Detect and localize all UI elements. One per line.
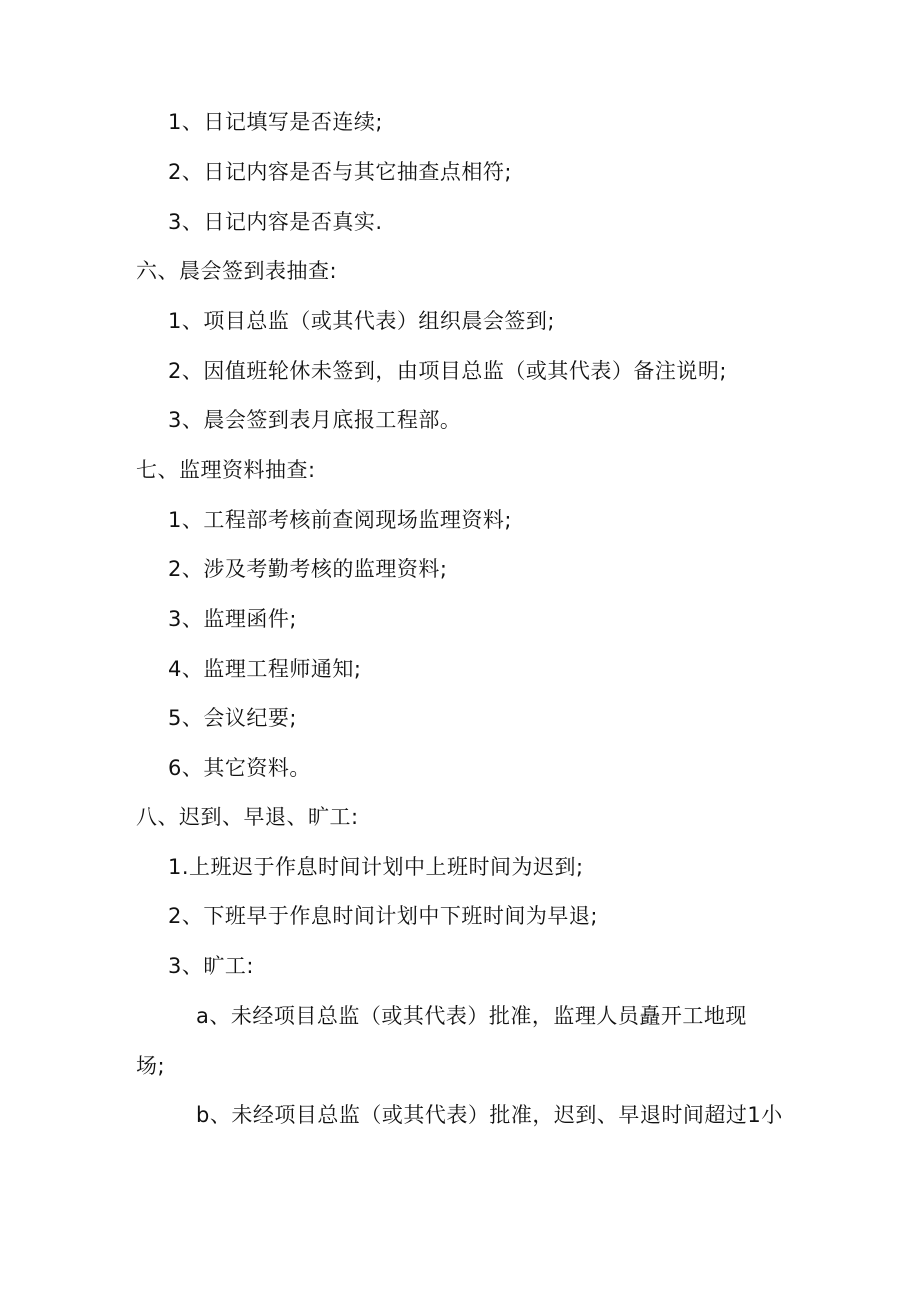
item-records-letters: 3、监理函件; — [168, 607, 297, 631]
section-heading-eight: 八、迟到、早退、旷工: — [136, 805, 359, 829]
item-absence: 3、旷工: — [168, 954, 254, 978]
item-morning-signin-organize: 1、项目总监（或其代表）组织晨会签到; — [168, 309, 555, 333]
section-heading-seven: 七、监理资料抽查: — [136, 458, 316, 482]
item-early-leave: 2、下班早于作息时间计划中下班时间为早退; — [168, 904, 598, 928]
item-late-arrival: 1.上班迟于作息时间计划中上班时间为迟到; — [168, 855, 584, 879]
item-records-other: 6、其它资料。 — [168, 756, 311, 780]
item-morning-signin-exception: 2、因值班轮休未签到，由项目总监（或其代表）备注说明; — [168, 359, 727, 383]
item-diary-continuity: 1、日记填写是否连续; — [168, 110, 383, 134]
subitem-absence-b: b、未经项目总监（或其代表）批准，迟到、早退时间超过1小 — [196, 1103, 783, 1127]
item-diary-consistency: 2、日记内容是否与其它抽查点相符; — [168, 160, 512, 184]
item-diary-authenticity: 3、日记内容是否真实. — [168, 210, 383, 234]
item-morning-signin-report: 3、晨会签到表月底报工程部。 — [168, 408, 462, 432]
item-records-minutes: 5、会议纪要; — [168, 706, 297, 730]
section-heading-six: 六、晨会签到表抽查: — [136, 259, 338, 283]
item-records-attendance: 2、涉及考勤考核的监理资料; — [168, 557, 448, 581]
item-records-notices: 4、监理工程师通知; — [168, 657, 362, 681]
subitem-absence-a: a、未经项目总监（或其代表）批准，监理人员矗开工地现 — [196, 1004, 747, 1028]
subitem-absence-a-continued: 场; — [136, 1054, 166, 1078]
item-records-review: 1、工程部考核前查阅现场监理资料; — [168, 508, 512, 532]
